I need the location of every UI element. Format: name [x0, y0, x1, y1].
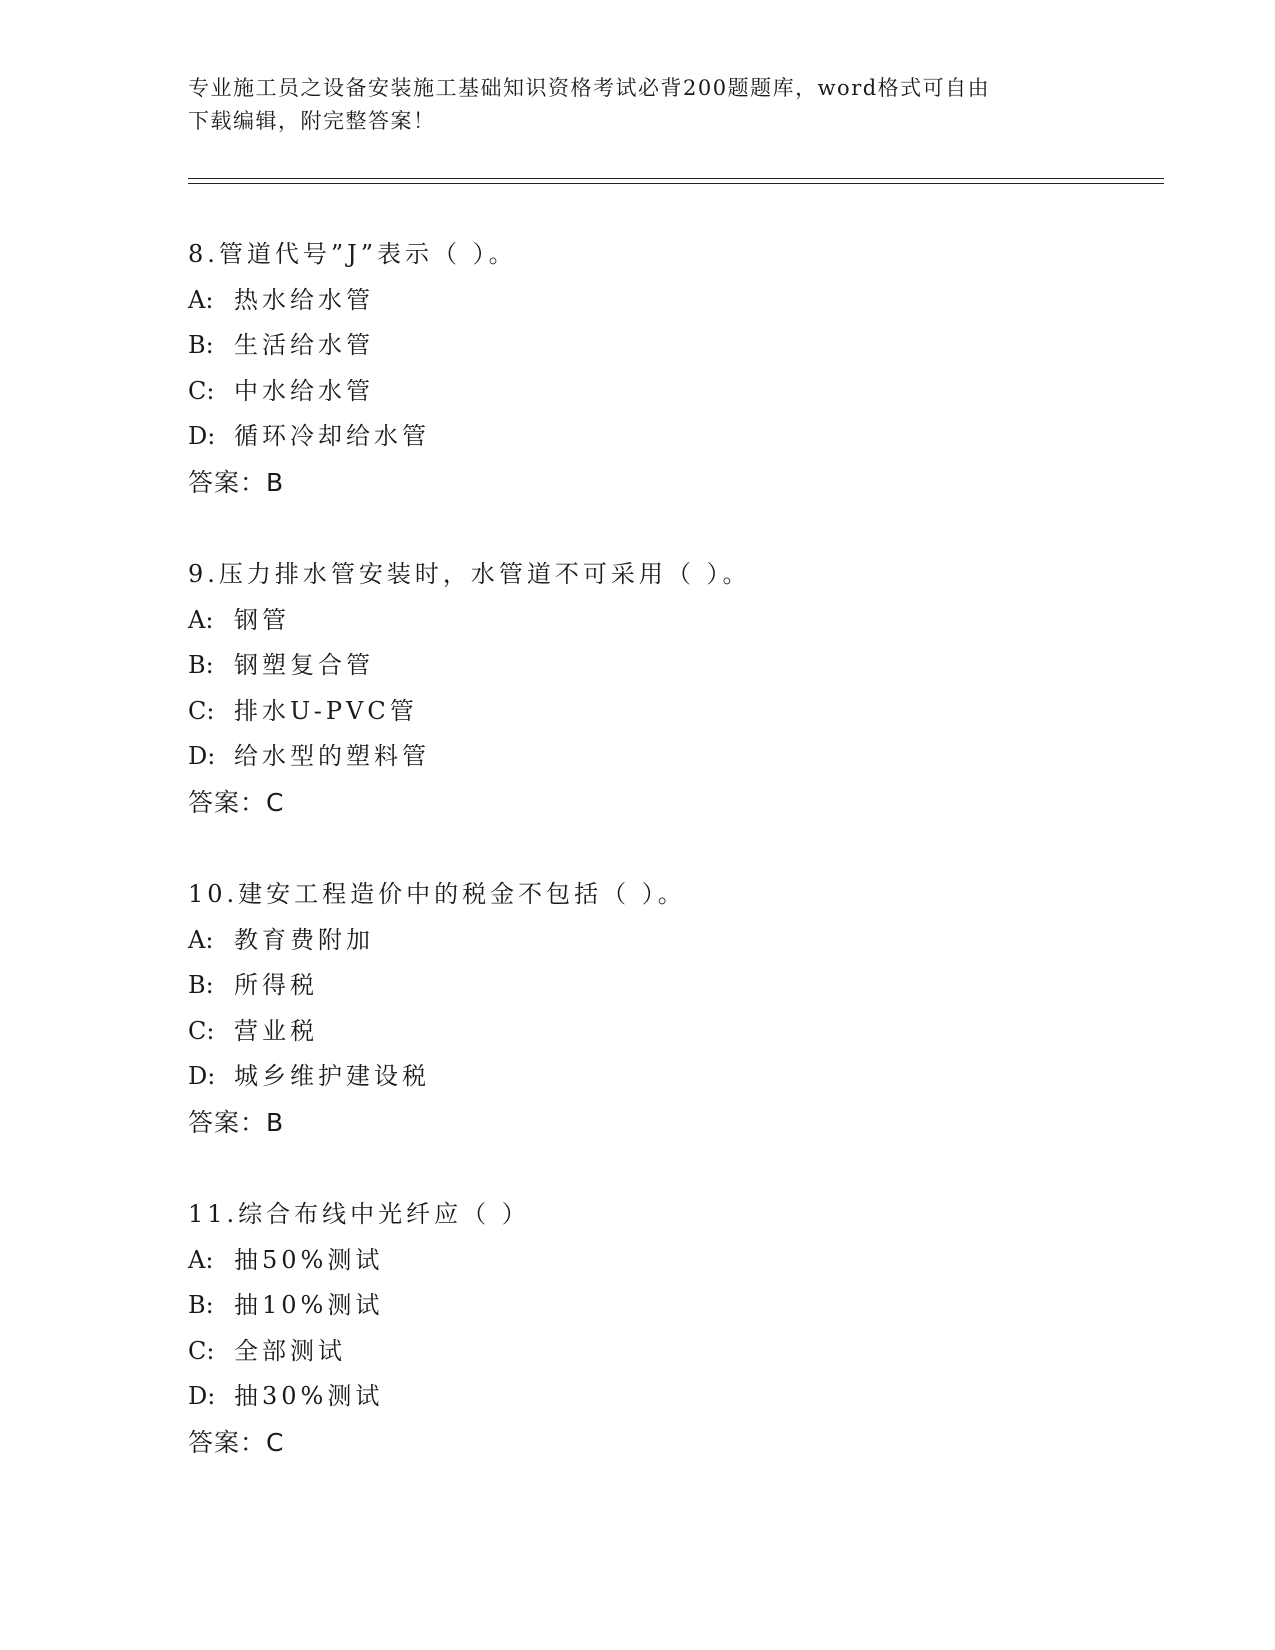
- option-text: 生活给水管: [234, 331, 374, 359]
- option-letter: A:: [188, 925, 214, 954]
- option-letter: A:: [188, 1245, 214, 1274]
- option-b: [188, 643, 1148, 689]
- option-letter: D:: [188, 422, 216, 450]
- question-block: [188, 552, 1148, 825]
- option-a: [188, 918, 1148, 964]
- answer-line: 答案：C: [188, 787, 285, 817]
- option-b: [188, 963, 1148, 1009]
- question-list: [188, 232, 1148, 1512]
- option-d: [188, 1054, 1148, 1100]
- header-divider-top: [188, 178, 1164, 179]
- option-letter: B:: [188, 331, 214, 359]
- option-text: 排水U-PVC管: [234, 696, 418, 725]
- question-stem: 10.建安工程造价中的税金不包括（ ）。: [188, 880, 686, 908]
- question-block: [188, 1192, 1148, 1465]
- document-header: [188, 72, 1088, 138]
- option-letter: A:: [188, 285, 214, 314]
- option-d: [188, 734, 1148, 780]
- question-block: [188, 872, 1148, 1145]
- option-c: [188, 689, 1148, 735]
- option-d: [188, 414, 1148, 460]
- header-line-1: 专业施工员之设备安装施工基础知识资格考试必背200题题库，word格式可自由: [188, 76, 991, 100]
- option-letter: D:: [188, 1062, 216, 1090]
- question-stem: 11.综合布线中光纤应（ ）: [188, 1200, 530, 1228]
- option-c: [188, 369, 1148, 415]
- option-letter: C:: [188, 696, 215, 725]
- option-letter: B:: [188, 651, 214, 679]
- option-text: 循环冷却给水管: [234, 422, 430, 450]
- option-letter: D:: [188, 742, 216, 770]
- option-text: 中水给水管: [234, 376, 374, 405]
- option-text: 钢塑复合管: [234, 651, 374, 679]
- option-a: [188, 598, 1148, 644]
- option-c: [188, 1329, 1148, 1375]
- option-text: 抽50%测试: [234, 1245, 384, 1274]
- option-letter: A:: [188, 605, 214, 634]
- question-stem: 9.压力排水管安装时，水管道不可采用（ ）。: [188, 560, 751, 588]
- option-text: 给水型的塑料管: [234, 742, 430, 770]
- answer-line: 答案：C: [188, 1427, 285, 1457]
- option-letter: C:: [188, 1016, 215, 1045]
- option-a: [188, 278, 1148, 324]
- option-letter: B:: [188, 971, 214, 999]
- question-stem: 8.管道代号”J”表示（ ）。: [188, 240, 517, 268]
- option-text: 教育费附加: [234, 925, 374, 954]
- option-text: 所得税: [234, 971, 318, 999]
- option-letter: C:: [188, 1336, 215, 1365]
- option-text: 钢管: [234, 605, 290, 634]
- answer-line: 答案：B: [188, 1107, 285, 1137]
- option-b: [188, 1283, 1148, 1329]
- option-a: [188, 1238, 1148, 1284]
- answer-line: 答案：B: [188, 467, 285, 497]
- option-letter: B:: [188, 1291, 214, 1319]
- option-b: [188, 323, 1148, 369]
- option-text: 营业税: [234, 1016, 318, 1045]
- header-line-2: 下载编辑，附完整答案！: [188, 109, 436, 133]
- option-text: 城乡维护建设税: [234, 1062, 430, 1090]
- option-letter: D:: [188, 1382, 216, 1410]
- option-c: [188, 1009, 1148, 1055]
- option-text: 抽10%测试: [234, 1291, 384, 1319]
- option-letter: C:: [188, 376, 215, 405]
- option-text: 热水给水管: [234, 285, 374, 314]
- option-d: [188, 1374, 1148, 1420]
- header-divider-bottom: [188, 183, 1164, 184]
- option-text: 全部测试: [234, 1336, 346, 1365]
- option-text: 抽30%测试: [234, 1382, 384, 1410]
- question-block: [188, 232, 1148, 505]
